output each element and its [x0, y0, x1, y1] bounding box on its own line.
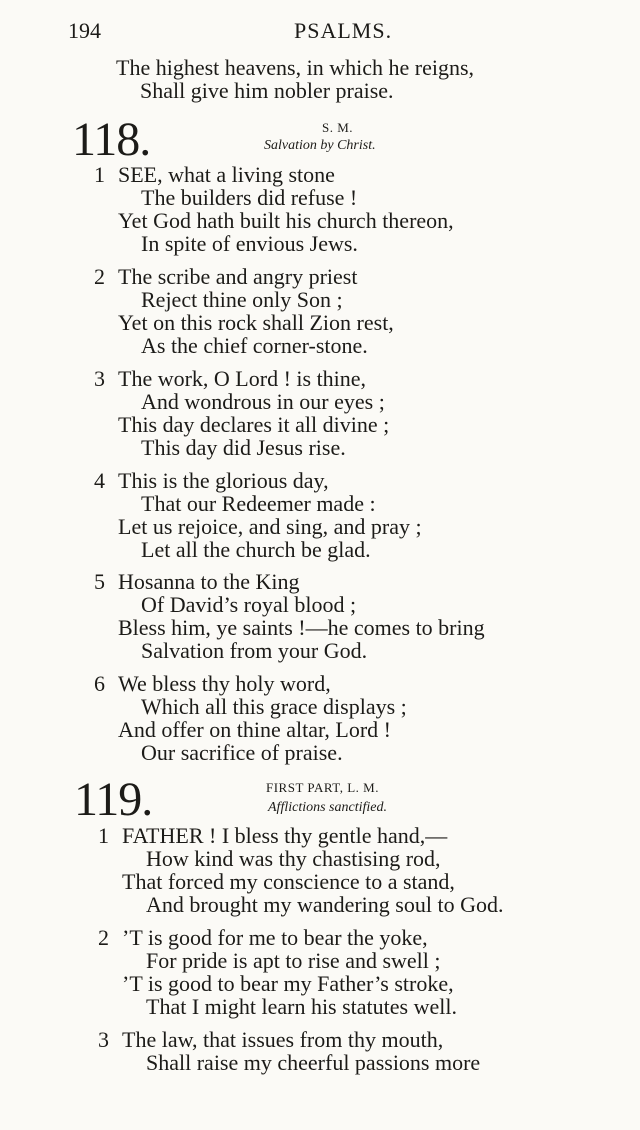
verse-line: Yet God hath built his church thereon,: [118, 208, 454, 233]
verse-line: The builders did refuse !: [141, 185, 358, 210]
verse-number: 4: [94, 468, 105, 493]
verse-line: Yet on this rock shall Zion rest,: [118, 310, 394, 335]
verse-line: The law, that issues from thy mouth,: [122, 1027, 444, 1052]
verse-line: We bless thy holy word,: [118, 671, 331, 696]
verse-number: 5: [94, 569, 105, 594]
verse-number: 1: [98, 823, 109, 848]
verse-line: Bless him, ye saints !—he comes to bring: [118, 615, 485, 640]
verse-number: 3: [98, 1027, 109, 1052]
verse-line: This day declares it all divine ;: [118, 412, 390, 437]
verse-line: Let all the church be glad.: [141, 537, 371, 562]
verse-line: That our Redeemer made :: [141, 491, 376, 516]
verse-line: FATHER ! I bless thy gentle hand,—: [122, 823, 448, 848]
verse-line: ’T is good for me to bear the yoke,: [122, 925, 428, 950]
hymn-subject: Salvation by Christ.: [264, 138, 376, 153]
verse-line: The work, O Lord ! is thine,: [118, 366, 367, 391]
verse-line: This day did Jesus rise.: [141, 435, 346, 460]
page-number: 194: [68, 18, 101, 43]
verse-line: ’T is good to bear my Father’s stroke,: [122, 971, 454, 996]
verse-line: Hosanna to the King: [118, 569, 300, 594]
verse-line: And wondrous in our eyes ;: [141, 389, 385, 414]
hymn-number: 118.: [72, 113, 151, 166]
verse-line: In spite of envious Jews.: [141, 231, 358, 256]
verse-line: That I might learn his statutes well.: [146, 994, 457, 1019]
verse-line: Of David’s royal blood ;: [141, 592, 357, 617]
hymn-number: 119.: [74, 773, 153, 826]
verse-number: 2: [98, 925, 109, 950]
verse-line: For pride is apt to rise and swell ;: [146, 948, 441, 973]
verse-line: That forced my conscience to a stand,: [122, 869, 455, 894]
verse-number: 6: [94, 671, 105, 696]
verse-line: The scribe and angry priest: [118, 264, 358, 289]
verse-number: 2: [94, 264, 105, 289]
running-title: PSALMS.: [294, 18, 393, 43]
hymn-meter: S. M.: [322, 120, 354, 135]
verse-line: SEE, what a living stone: [118, 162, 335, 187]
hymn-meter: FIRST PART, L. M.: [266, 780, 379, 795]
verse-line: And offer on thine altar, Lord !: [118, 717, 392, 742]
continuation-line: Shall give him nobler praise.: [140, 78, 394, 103]
verse-line: Our sacrifice of praise.: [141, 740, 343, 765]
verse-line: This is the glorious day,: [118, 468, 329, 493]
verse-number: 3: [94, 366, 105, 391]
verse-line: As the chief corner-stone.: [141, 333, 368, 358]
verse-line: Salvation from your God.: [141, 638, 368, 663]
verse-line: Shall raise my cheerful passions more: [146, 1050, 481, 1075]
continuation-line: The highest heavens, in which he reigns,: [116, 55, 475, 80]
verse-number: 1: [94, 162, 105, 187]
verse-line: Reject thine only Son ;: [141, 287, 343, 312]
hymn-subject: Afflictions sanctified.: [268, 800, 387, 815]
verse-line: Let us rejoice, and sing, and pray ;: [118, 514, 422, 539]
verse-line: Which all this grace displays ;: [141, 694, 407, 719]
verse-line: And brought my wandering soul to God.: [146, 892, 504, 917]
running-head: [0, 14, 640, 48]
verse-line: How kind was thy chastising rod,: [146, 846, 441, 871]
